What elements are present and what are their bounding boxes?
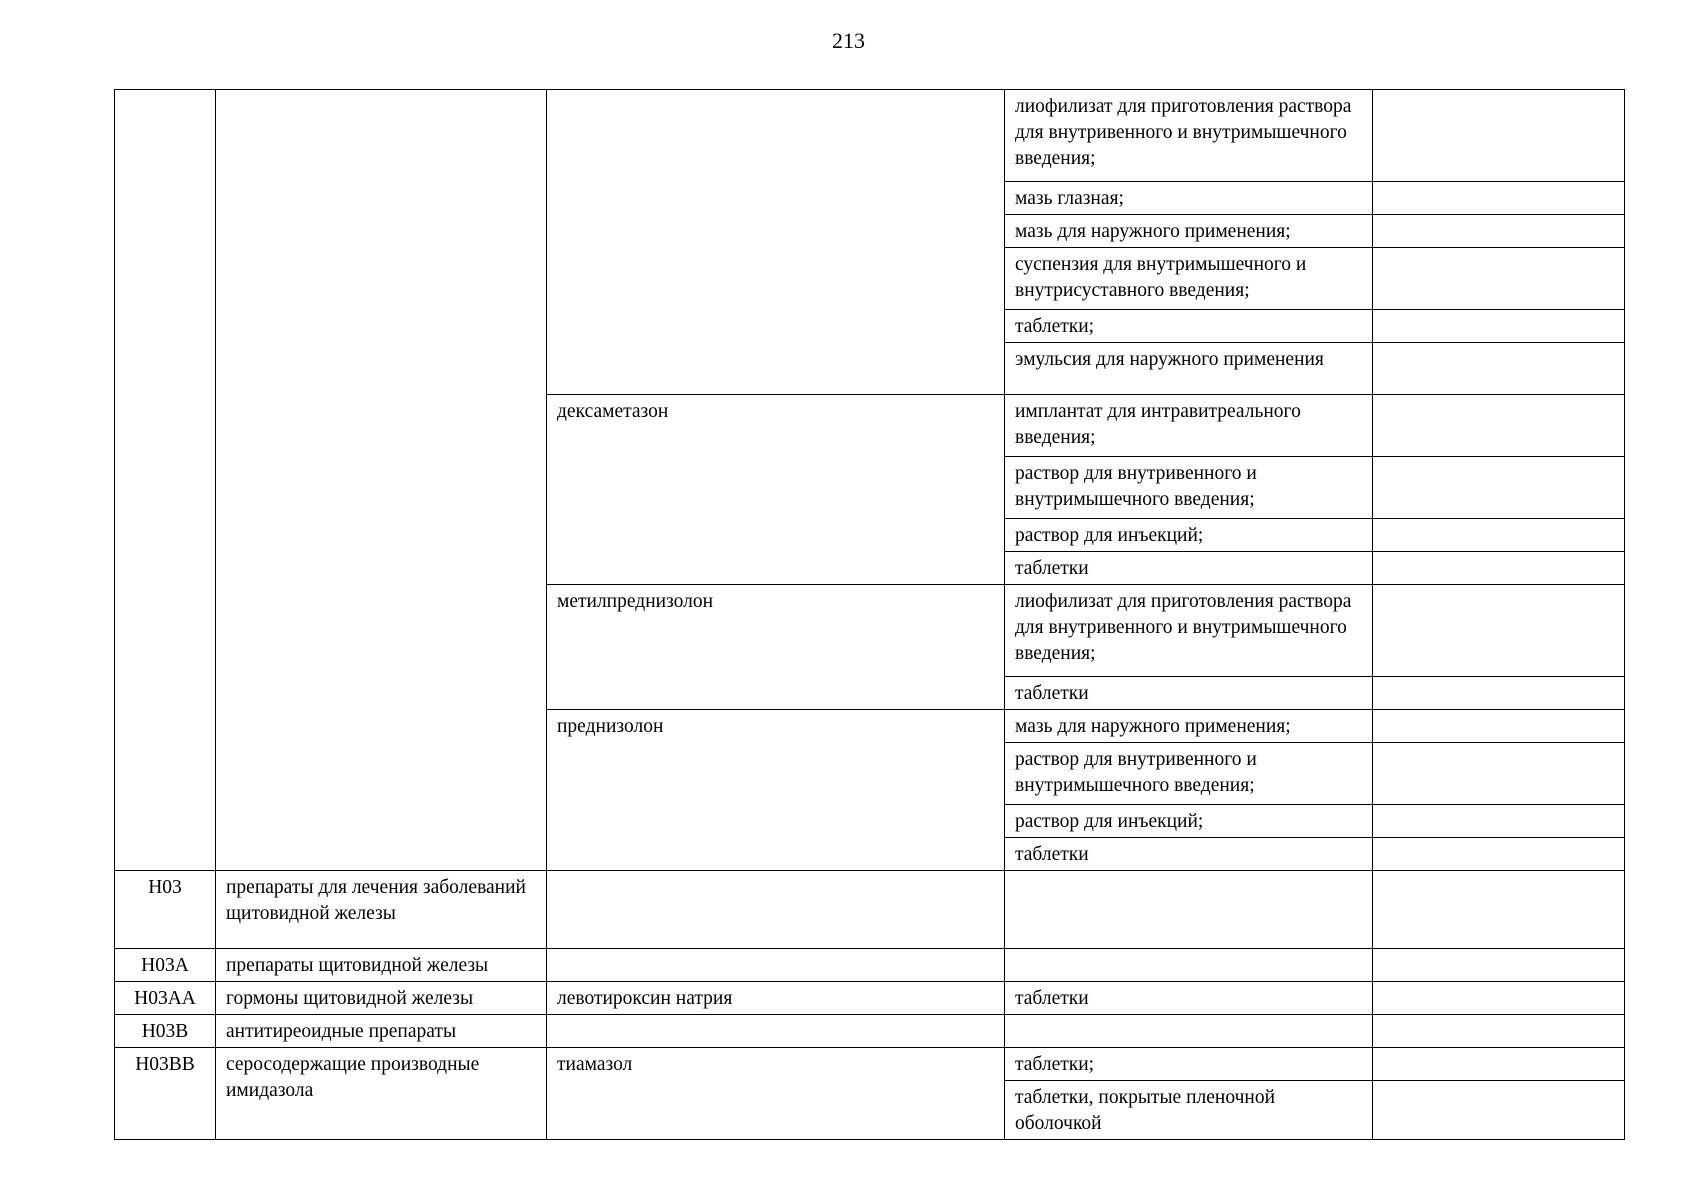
table-row	[115, 949, 1625, 982]
dosage-form-cell: таблетки	[1005, 677, 1373, 710]
extra-cell	[1373, 710, 1625, 743]
atc-code-cell: H03B	[115, 1015, 216, 1048]
extra-cell	[1373, 1081, 1625, 1140]
table-row	[115, 871, 1625, 949]
extra-cell	[1373, 310, 1625, 343]
group-cell: антитиреоидные препараты	[216, 1015, 547, 1048]
dosage-form-cell: имплантат для интравитреального введения;	[1005, 395, 1373, 457]
drug-cell: метилпреднизолон	[547, 585, 1005, 710]
dosage-form-cell	[1005, 1015, 1373, 1048]
dosage-form-cell	[1005, 949, 1373, 982]
table-row	[115, 982, 1625, 1015]
dosage-form-cell: раствор для инъекций;	[1005, 805, 1373, 838]
atc-code-cell: H03AA	[115, 982, 216, 1015]
group-cell: серосодержащие производные имидазола	[216, 1048, 547, 1140]
dosage-form-cell: мазь для наружного применения;	[1005, 215, 1373, 248]
table-row	[115, 1015, 1625, 1048]
extra-cell	[1373, 805, 1625, 838]
dosage-form-cell: суспензия для внутримышечного и внутрисуставного введения;	[1005, 248, 1373, 310]
dosage-form-cell: раствор для внутривенного и внутримышечного введения;	[1005, 743, 1373, 805]
extra-cell	[1373, 1015, 1625, 1048]
dosage-form-cell: раствор для инъекций;	[1005, 519, 1373, 552]
table-row	[115, 90, 1625, 182]
group-cell: гормоны щитовидной железы	[216, 982, 547, 1015]
dosage-form-cell: эмульсия для наружного применения	[1005, 343, 1373, 395]
drug-cell	[547, 949, 1005, 982]
dosage-form-cell: таблетки	[1005, 552, 1373, 585]
atc-code-cell: H03BB	[115, 1048, 216, 1140]
atc-code-cell: H03A	[115, 949, 216, 982]
drug-cell: дексаметазон	[547, 395, 1005, 585]
extra-cell	[1373, 982, 1625, 1015]
group-cell: препараты для лечения заболеваний щитовидной железы	[216, 871, 547, 949]
extra-cell	[1373, 343, 1625, 395]
dosage-form-cell	[1005, 871, 1373, 949]
drug-cell	[547, 1015, 1005, 1048]
drug-cell: преднизолон	[547, 710, 1005, 871]
dosage-form-cell: таблетки	[1005, 982, 1373, 1015]
extra-cell	[1373, 552, 1625, 585]
extra-cell	[1373, 677, 1625, 710]
extra-cell	[1373, 457, 1625, 519]
extra-cell	[1373, 871, 1625, 949]
dosage-form-cell: таблетки	[1005, 838, 1373, 871]
extra-cell	[1373, 90, 1625, 182]
extra-cell	[1373, 949, 1625, 982]
drug-cell: левотироксин натрия	[547, 982, 1005, 1015]
drug-cell: тиамазол	[547, 1048, 1005, 1140]
extra-cell	[1373, 1048, 1625, 1081]
group-cell: препараты щитовидной железы	[216, 949, 547, 982]
drug-cell	[547, 90, 1005, 395]
page-number: 213	[832, 28, 865, 53]
atc-code-cell	[115, 90, 216, 871]
dosage-form-cell: лиофилизат для приготовления раствора для внутривенного и внутримышечного введения;	[1005, 585, 1373, 677]
extra-cell	[1373, 519, 1625, 552]
group-cell	[216, 90, 547, 871]
dosage-form-cell: лиофилизат для приготовления раствора для внутривенного и внутримышечного введения;	[1005, 90, 1373, 182]
drug-cell	[547, 871, 1005, 949]
atc-code-cell: H03	[115, 871, 216, 949]
extra-cell	[1373, 395, 1625, 457]
extra-cell	[1373, 743, 1625, 805]
extra-cell	[1373, 182, 1625, 215]
extra-cell	[1373, 248, 1625, 310]
dosage-form-cell: мазь для наружного применения;	[1005, 710, 1373, 743]
dosage-form-cell: таблетки;	[1005, 1048, 1373, 1081]
drug-table	[114, 89, 1625, 1140]
extra-cell	[1373, 215, 1625, 248]
dosage-form-cell: таблетки, покрытые пленочной оболочкой	[1005, 1081, 1373, 1140]
dosage-form-cell: мазь глазная;	[1005, 182, 1373, 215]
dosage-form-cell: таблетки;	[1005, 310, 1373, 343]
dosage-form-cell: раствор для внутривенного и внутримышечного введения;	[1005, 457, 1373, 519]
extra-cell	[1373, 838, 1625, 871]
table-row	[115, 1048, 1625, 1081]
extra-cell	[1373, 585, 1625, 677]
